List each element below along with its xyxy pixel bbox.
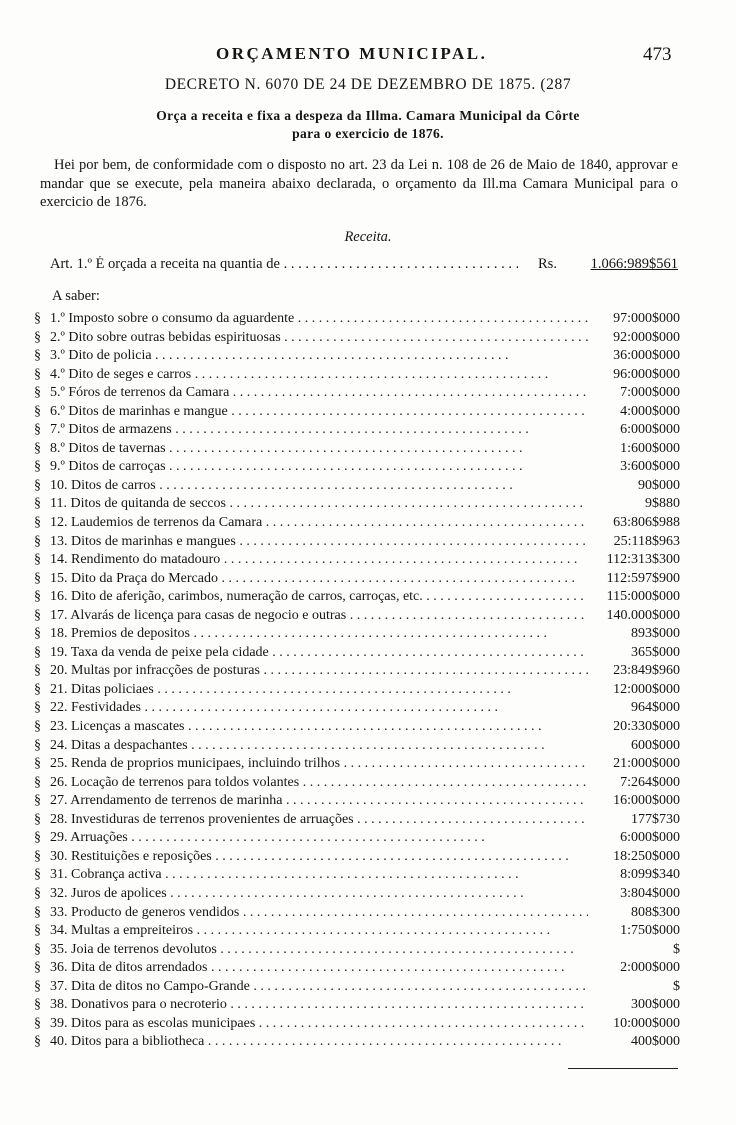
item-number: 27. bbox=[50, 793, 68, 809]
section-mark: § bbox=[34, 515, 41, 531]
section-mark: § bbox=[34, 719, 41, 735]
item-value: 7:264$000 bbox=[620, 774, 680, 790]
item-label bbox=[50, 310, 588, 329]
article-1-text: Art. 1.º É orçada a receita na quantia de . . . bbox=[50, 256, 518, 273]
item-label bbox=[50, 811, 588, 830]
section-mark: § bbox=[34, 644, 41, 660]
item-label bbox=[50, 347, 588, 366]
list-item bbox=[34, 533, 680, 552]
item-value: 9$880 bbox=[645, 496, 680, 512]
item-value: 177$730 bbox=[631, 811, 680, 827]
item-number: 1.º bbox=[50, 311, 65, 326]
item-value: 23:849$960 bbox=[613, 663, 680, 679]
list-item bbox=[34, 978, 680, 997]
item-value: 25:118$963 bbox=[613, 533, 680, 549]
item-label bbox=[50, 662, 588, 681]
intro-paragraph: Hei por bem, de conformidade com o disposto no art. 23 da Lei n. 108 de 26 de Maio de 1840, approvar e mandar que se execute, pela maneira abaixo declarada, o orçamento da Ill.ma Camara Municipal para o exercicio de 1876. bbox=[40, 157, 678, 210]
list-item bbox=[34, 607, 680, 626]
section-mark: § bbox=[34, 774, 41, 790]
item-label bbox=[50, 366, 588, 385]
section-mark: § bbox=[34, 1034, 41, 1050]
list-item bbox=[34, 1033, 680, 1052]
item-number: 11. bbox=[50, 496, 67, 512]
item-label bbox=[50, 495, 588, 514]
item-label bbox=[50, 959, 588, 978]
item-text: Ditos para as escolas municipaes bbox=[71, 1015, 256, 1031]
item-value: 90$000 bbox=[638, 477, 680, 493]
item-number: 16. bbox=[50, 589, 68, 605]
list-item bbox=[34, 885, 680, 904]
item-text: Juros de apolices bbox=[71, 885, 167, 901]
list-item bbox=[34, 959, 680, 978]
item-text: Rendimento do matadouro bbox=[71, 552, 221, 568]
item-number: 37. bbox=[50, 978, 68, 994]
list-item bbox=[34, 1015, 680, 1034]
section-mark: § bbox=[34, 885, 41, 901]
list-item bbox=[34, 996, 680, 1015]
page-title: ORÇAMENTO MUNICIPAL. bbox=[216, 44, 488, 63]
section-mark: § bbox=[34, 867, 41, 883]
list-item bbox=[34, 477, 680, 496]
item-text: Ditos de quitanda de seccos bbox=[70, 496, 226, 512]
item-value: 18:250$000 bbox=[613, 848, 680, 864]
item-label bbox=[50, 533, 588, 552]
item-value: 115:000$000 bbox=[606, 589, 680, 605]
item-text: Dito de policia bbox=[68, 348, 152, 364]
section-mark: § bbox=[34, 366, 41, 382]
item-text: Ditos para a bibliotheca bbox=[71, 1034, 205, 1050]
list-item bbox=[34, 941, 680, 960]
item-label bbox=[50, 1015, 588, 1034]
item-number: 17. bbox=[50, 607, 68, 623]
section-mark: § bbox=[34, 385, 41, 401]
item-label bbox=[50, 718, 588, 737]
item-label bbox=[50, 737, 588, 756]
section-mark: § bbox=[34, 1015, 41, 1031]
list-item bbox=[34, 866, 680, 885]
item-label bbox=[50, 607, 588, 626]
section-mark: § bbox=[34, 904, 41, 920]
list-item bbox=[34, 681, 680, 700]
section-mark: § bbox=[34, 422, 41, 438]
item-text: Cobrança activa bbox=[71, 867, 162, 883]
item-label bbox=[50, 922, 588, 941]
section-mark: § bbox=[34, 329, 41, 345]
item-number: 26. bbox=[50, 774, 68, 790]
item-number: 5.º bbox=[50, 385, 65, 401]
subtitle-line-1: Orça a receita e fixa a despeza da Illma. Camara Municipal da Côrte bbox=[156, 108, 580, 123]
list-item bbox=[34, 625, 680, 644]
section-mark: § bbox=[34, 589, 41, 605]
item-number: 14. bbox=[50, 552, 68, 568]
section-mark: § bbox=[34, 793, 41, 809]
item-number: 36. bbox=[50, 960, 68, 976]
item-label bbox=[50, 458, 588, 477]
item-label bbox=[50, 681, 588, 700]
list-item bbox=[34, 829, 680, 848]
item-text: Ditas a despachantes bbox=[71, 737, 188, 753]
item-number: 18. bbox=[50, 626, 68, 642]
item-text: Ditos de marinhas e mangue bbox=[68, 403, 228, 419]
section-mark: § bbox=[34, 440, 41, 456]
list-item bbox=[34, 848, 680, 867]
item-label bbox=[50, 514, 588, 533]
item-number: 12. bbox=[50, 515, 68, 531]
item-text: Investiduras de terrenos provenientes de arruações bbox=[71, 811, 354, 827]
item-text: Multas a empreiteiros bbox=[71, 923, 194, 939]
section-mark: § bbox=[34, 496, 41, 512]
item-text: Ditos de marinhas e mangues bbox=[71, 533, 236, 549]
list-item bbox=[34, 774, 680, 793]
list-item bbox=[34, 570, 680, 589]
closing-rule bbox=[568, 1068, 678, 1069]
item-value: 36:000$000 bbox=[613, 348, 680, 364]
item-value: $ bbox=[673, 941, 680, 957]
item-number: 23. bbox=[50, 719, 68, 735]
section-mark: § bbox=[34, 978, 41, 994]
item-label bbox=[50, 403, 588, 422]
list-item bbox=[34, 588, 680, 607]
item-label bbox=[50, 588, 588, 607]
section-mark: § bbox=[34, 848, 41, 864]
item-number: 24. bbox=[50, 737, 68, 753]
running-header bbox=[0, 44, 736, 70]
a-saber-label: A saber: bbox=[52, 288, 100, 304]
item-text: Dito de aferição, carimbos, numeração de carros, carroças, etc. bbox=[71, 589, 423, 605]
item-label bbox=[50, 885, 588, 904]
list-item bbox=[34, 495, 680, 514]
item-text: Ditos de armazens bbox=[68, 422, 172, 438]
item-text: Dita de ditos no Campo-Grande bbox=[71, 978, 250, 994]
revenue-items-list bbox=[34, 310, 680, 1052]
item-value: 20:330$000 bbox=[613, 719, 680, 735]
item-value: 7:000$000 bbox=[620, 385, 680, 401]
section-mark: § bbox=[34, 663, 41, 679]
item-value: 400$000 bbox=[631, 1034, 680, 1050]
item-label bbox=[50, 384, 588, 403]
list-item bbox=[34, 329, 680, 348]
item-value: 12:000$000 bbox=[613, 681, 680, 697]
item-value: 300$000 bbox=[631, 997, 680, 1013]
item-number: 9.º bbox=[50, 459, 65, 475]
item-number: 31. bbox=[50, 867, 68, 883]
section-mark: § bbox=[34, 348, 41, 364]
item-label bbox=[50, 941, 588, 960]
item-value: $ bbox=[673, 978, 680, 994]
item-text: Imposto sobre o consumo da aguardente bbox=[68, 311, 295, 326]
section-mark: § bbox=[34, 459, 41, 475]
item-text: Multas por infracções de posturas bbox=[71, 663, 260, 679]
item-number: 40. bbox=[50, 1034, 68, 1050]
item-text: Alvarás de licença para casas de negocio e outras bbox=[70, 607, 347, 623]
section-mark: § bbox=[34, 607, 41, 623]
item-number: 20. bbox=[50, 663, 68, 679]
list-item bbox=[34, 514, 680, 533]
item-value: 96:000$000 bbox=[613, 366, 680, 382]
total-amount: 1.066:989$561 bbox=[590, 256, 678, 272]
item-value: 112:597$900 bbox=[606, 570, 680, 586]
item-label bbox=[50, 1033, 588, 1052]
subtitle-line-2: para o exercicio de 1876. bbox=[292, 126, 444, 141]
item-text: Laudemios de terrenos da Camara bbox=[71, 515, 263, 531]
item-label bbox=[50, 792, 588, 811]
item-value: 600$000 bbox=[631, 737, 680, 753]
item-value: 893$000 bbox=[631, 626, 680, 642]
item-value: 140.000$000 bbox=[606, 607, 680, 623]
item-label bbox=[50, 774, 588, 793]
section-heading-receita: Receita. bbox=[344, 229, 392, 245]
section-mark: § bbox=[34, 811, 41, 827]
item-value: 97:000$000 bbox=[613, 311, 680, 326]
item-number: 19. bbox=[50, 644, 68, 660]
item-label bbox=[50, 904, 588, 923]
item-number: 2.º bbox=[50, 329, 65, 345]
item-text: Restituições e reposições bbox=[71, 848, 212, 864]
list-item bbox=[34, 922, 680, 941]
item-text: Locação de terrenos para toldos volantes bbox=[71, 774, 300, 790]
item-value: 4:000$000 bbox=[620, 403, 680, 419]
item-number: 7.º bbox=[50, 422, 65, 438]
list-item bbox=[34, 644, 680, 663]
item-text: Festividades bbox=[71, 700, 141, 716]
list-item bbox=[34, 347, 680, 366]
item-value: 112:313$300 bbox=[606, 552, 680, 568]
list-item bbox=[34, 403, 680, 422]
item-text: Ditas policiaes bbox=[71, 681, 154, 697]
item-label bbox=[50, 421, 588, 440]
section-mark: § bbox=[34, 756, 41, 772]
item-text: Arruações bbox=[70, 830, 128, 846]
item-label bbox=[50, 551, 588, 570]
decree-heading: DECRETO N. 6070 DE 24 DE DEZEMBRO DE 1875. (287 bbox=[164, 76, 572, 93]
section-mark: § bbox=[34, 830, 41, 846]
item-number: 6.º bbox=[50, 403, 65, 419]
item-label bbox=[50, 625, 588, 644]
item-label bbox=[50, 848, 588, 867]
item-label bbox=[50, 866, 588, 885]
section-mark: § bbox=[34, 626, 41, 642]
decree-subtitle bbox=[40, 107, 696, 143]
item-text: Dito da Praça do Mercado bbox=[71, 570, 218, 586]
section-mark: § bbox=[34, 960, 41, 976]
item-text: Dito sobre outras bebidas espirituosas bbox=[68, 329, 281, 345]
item-value: 10:000$000 bbox=[613, 1015, 680, 1031]
list-item bbox=[34, 811, 680, 830]
item-number: 34. bbox=[50, 923, 68, 939]
section-mark: § bbox=[34, 403, 41, 419]
section-mark: § bbox=[34, 552, 41, 568]
item-text: Licenças a mascates bbox=[71, 719, 185, 735]
item-number: 4.º bbox=[50, 366, 65, 382]
item-value: 1:600$000 bbox=[620, 440, 680, 456]
section-mark: § bbox=[34, 737, 41, 753]
list-item bbox=[34, 366, 680, 385]
item-label bbox=[50, 996, 588, 1015]
item-label bbox=[50, 644, 588, 663]
item-value: 8:099$340 bbox=[620, 867, 680, 883]
item-value: 964$000 bbox=[631, 700, 680, 716]
item-text: Donativos para o necroterio bbox=[71, 997, 227, 1013]
item-text: Ditos de tavernas bbox=[68, 440, 166, 456]
list-item bbox=[34, 440, 680, 459]
item-value: 6:000$000 bbox=[620, 422, 680, 438]
item-text: Renda de proprios municipaes, incluindo trilhos bbox=[71, 756, 341, 772]
list-item bbox=[34, 737, 680, 756]
item-number: 10. bbox=[50, 477, 68, 493]
item-value: 3:600$000 bbox=[620, 459, 680, 475]
section-mark: § bbox=[34, 311, 41, 326]
item-text: Ditos de carros bbox=[71, 477, 156, 493]
list-item bbox=[34, 662, 680, 681]
item-number: 39. bbox=[50, 1015, 68, 1031]
page-number: 473 bbox=[643, 44, 672, 65]
item-number: 30. bbox=[50, 848, 68, 864]
section-mark: § bbox=[34, 570, 41, 586]
item-text: Premios de depositos bbox=[71, 626, 190, 642]
list-item bbox=[34, 699, 680, 718]
list-item bbox=[34, 718, 680, 737]
item-text: Ditos de carroças bbox=[68, 459, 166, 475]
item-label bbox=[50, 755, 588, 774]
item-label bbox=[50, 570, 588, 589]
section-mark: § bbox=[34, 477, 41, 493]
list-item bbox=[34, 458, 680, 477]
item-value: 16:000$000 bbox=[613, 793, 680, 809]
item-text: Dito de seges e carros bbox=[68, 366, 192, 382]
article-1 bbox=[50, 256, 678, 276]
list-item bbox=[34, 755, 680, 774]
list-item bbox=[34, 904, 680, 923]
list-item bbox=[34, 310, 680, 329]
list-item bbox=[34, 421, 680, 440]
item-number: 38. bbox=[50, 997, 68, 1013]
item-value: 2:000$000 bbox=[620, 960, 680, 976]
item-value: 808$300 bbox=[631, 904, 680, 920]
item-value: 6:000$000 bbox=[620, 830, 680, 846]
list-item bbox=[34, 551, 680, 570]
section-mark: § bbox=[34, 923, 41, 939]
item-text: Taxa da venda de peixe pela cidade bbox=[70, 644, 269, 660]
item-number: 35. bbox=[50, 941, 68, 957]
section-mark: § bbox=[34, 681, 41, 697]
item-number: 32. bbox=[50, 885, 68, 901]
item-number: 25. bbox=[50, 756, 68, 772]
item-value: 3:804$000 bbox=[620, 885, 680, 901]
item-value: 1:750$000 bbox=[620, 923, 680, 939]
item-number: 29. bbox=[50, 830, 68, 846]
item-number: 33. bbox=[50, 904, 68, 920]
item-text: Arrendamento de terrenos de marinha bbox=[70, 793, 283, 809]
item-text: Joia de terrenos devolutos bbox=[71, 941, 217, 957]
item-number: 28. bbox=[50, 811, 68, 827]
item-value: 21:000$000 bbox=[613, 756, 680, 772]
item-label bbox=[50, 829, 588, 848]
item-label bbox=[50, 978, 588, 997]
item-label bbox=[50, 329, 588, 348]
item-value: 365$000 bbox=[631, 644, 680, 660]
item-number: 3.º bbox=[50, 348, 65, 364]
item-text: Fóros de terrenos da Camara bbox=[68, 385, 230, 401]
item-number: 22. bbox=[50, 700, 68, 716]
item-label bbox=[50, 440, 588, 459]
section-mark: § bbox=[34, 700, 41, 716]
section-mark: § bbox=[34, 941, 41, 957]
item-text: Dita de ditos arrendados bbox=[71, 960, 208, 976]
currency-label: Rs. bbox=[538, 256, 557, 272]
item-number: 21. bbox=[50, 681, 68, 697]
item-number: 13. bbox=[50, 533, 68, 549]
item-value: 63:806$988 bbox=[613, 515, 680, 531]
item-value: 92:000$000 bbox=[613, 329, 680, 345]
list-item bbox=[34, 384, 680, 403]
item-label bbox=[50, 699, 588, 718]
item-number: 8.º bbox=[50, 440, 65, 456]
item-text: Producto de generos vendidos bbox=[71, 904, 240, 920]
section-mark: § bbox=[34, 997, 41, 1013]
list-item bbox=[34, 792, 680, 811]
section-mark: § bbox=[34, 533, 41, 549]
item-number: 15. bbox=[50, 570, 68, 586]
item-label bbox=[50, 477, 588, 496]
